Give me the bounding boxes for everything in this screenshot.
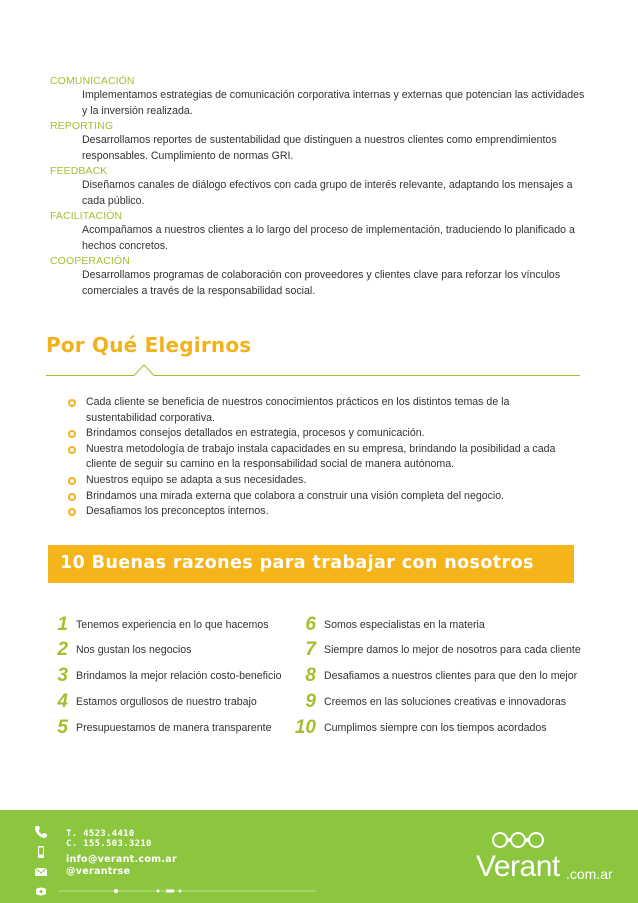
logo-domain: .com.ar <box>566 866 613 882</box>
service-item <box>50 164 590 209</box>
why-item: Nuestros equipo se adapta a sus necesidades. <box>68 473 578 489</box>
service-title: FEEDBACK <box>50 165 108 177</box>
verant-logo-icon <box>490 830 546 850</box>
reason-text: Siempre damos lo mejor de nosotros para cada cliente <box>324 644 581 656</box>
reason-item <box>46 639 191 661</box>
reason-text: Cumplimos siempre con los tiempos acordados <box>324 722 547 734</box>
bullet-icon <box>68 508 76 516</box>
reason-text: Creemos en las soluciones creativas e innovadoras <box>324 696 567 708</box>
reason-number: 8 <box>305 665 316 686</box>
mobile-icon <box>34 845 48 859</box>
reason-text: Nos gustan los negocios <box>76 644 192 656</box>
service-description: Diseñamos canales de diálogo efectivos con cada grupo de interés relevante, adaptando los mensajes a cada público. <box>82 179 573 207</box>
footer-cell: C. 155.503.3210 <box>66 839 152 849</box>
bullet-icon <box>68 430 76 438</box>
reason-number: 1 <box>57 614 68 635</box>
service-title: COOPERACIÓN <box>50 255 130 267</box>
service-title: REPORTING <box>50 120 114 132</box>
reason-number: 3 <box>57 665 68 686</box>
reason-number: 9 <box>305 691 316 712</box>
reason-number: 2 <box>57 639 68 660</box>
reason-item <box>290 665 577 687</box>
bullet-icon <box>68 477 76 485</box>
footer-email[interactable]: info@verant.com.ar <box>66 854 177 865</box>
service-description: Desarrollamos reportes de sustentabilidad que distinguen a nuestros clientes como emprendimientos responsables. Cumplimiento de normas GRI. <box>82 134 557 162</box>
reason-number: 6 <box>305 614 316 635</box>
reason-item <box>290 691 566 713</box>
reason-text: Somos especialistas en la materia <box>324 619 485 631</box>
banner-title: 10 Buenas razones para trabajar con nosotros <box>60 553 534 573</box>
service-item <box>50 74 590 119</box>
footer-divider <box>58 888 316 894</box>
section-divider <box>46 362 580 378</box>
bullet-icon <box>68 493 76 501</box>
bullet-icon <box>68 446 76 454</box>
logo-text: Verant <box>476 850 560 883</box>
service-description: Desarrollamos programas de colaboración con proveedores y clientes clave para reforzar los vínculos comerciales a través de la responsabilidad social. <box>82 269 561 297</box>
footer-social[interactable]: @verantrse <box>66 866 131 877</box>
service-item <box>50 119 590 164</box>
footer <box>0 810 638 903</box>
why-list <box>68 395 578 520</box>
reason-number: 7 <box>305 639 316 660</box>
service-title: FACILITACIÓN <box>50 210 123 222</box>
reason-text: Brindamos la mejor relación costo-beneficio <box>76 670 282 682</box>
reason-text: Desafiamos a nuestros clientes para que den lo mejor <box>324 670 578 682</box>
service-description: Acompañamos a nuestros clientes a lo largo del proceso de implementación, traduciendo lo planificado a hechos concretos. <box>82 224 575 252</box>
footer-phone: T. 4523.4410 <box>66 829 135 839</box>
reason-item <box>46 614 269 636</box>
why-item: Brindamos consejos detallados en estrategia, procesos y comunicación. <box>68 426 578 442</box>
why-item: Nuestra metodología de trabajo instala capacidades en su empresa, brindando la posibilidad a cada cliente de seguir su camino en la responsabilidad social de manera autónoma. <box>68 442 578 473</box>
email-icon <box>34 865 48 879</box>
service-title: COMUNICACIÓN <box>50 75 135 87</box>
services-list <box>50 74 590 299</box>
reason-number: 10 <box>294 717 316 738</box>
reason-number: 5 <box>57 717 68 738</box>
why-section-title: Por Qué Elegirnos <box>46 333 252 357</box>
bullet-icon <box>68 399 76 407</box>
service-description: Implementamos estrategias de comunicación corporativa internas y externas que potencian las actividades y la inversión realizada. <box>82 89 585 117</box>
service-item <box>50 254 590 299</box>
why-item: Cada cliente se beneficia de nuestros conocimientos prácticos en los distintos temas de la sustentabilidad corporativa. <box>68 395 578 426</box>
service-item <box>50 209 590 254</box>
reasons-banner <box>48 545 574 583</box>
reason-text: Tenemos experiencia en lo que hacemos <box>76 619 269 631</box>
reason-item <box>290 639 581 661</box>
reason-item <box>290 717 547 739</box>
phone-icon <box>34 825 48 839</box>
reason-text: Presupuestamos de manera transparente <box>76 722 272 734</box>
why-item: Desafiamos los preconceptos internos. <box>68 504 578 520</box>
reason-item <box>46 717 272 739</box>
reason-item <box>290 614 485 636</box>
reason-number: 4 <box>57 691 68 712</box>
reason-item <box>46 691 257 713</box>
social-icon <box>34 885 48 899</box>
footer-icons <box>34 825 50 903</box>
reason-text: Estamos orgullosos de nuestro trabajo <box>76 696 257 708</box>
reason-item <box>46 665 282 687</box>
why-item: Brindamos una mirada externa que colabora a construir una visión completa del negocio. <box>68 489 578 505</box>
